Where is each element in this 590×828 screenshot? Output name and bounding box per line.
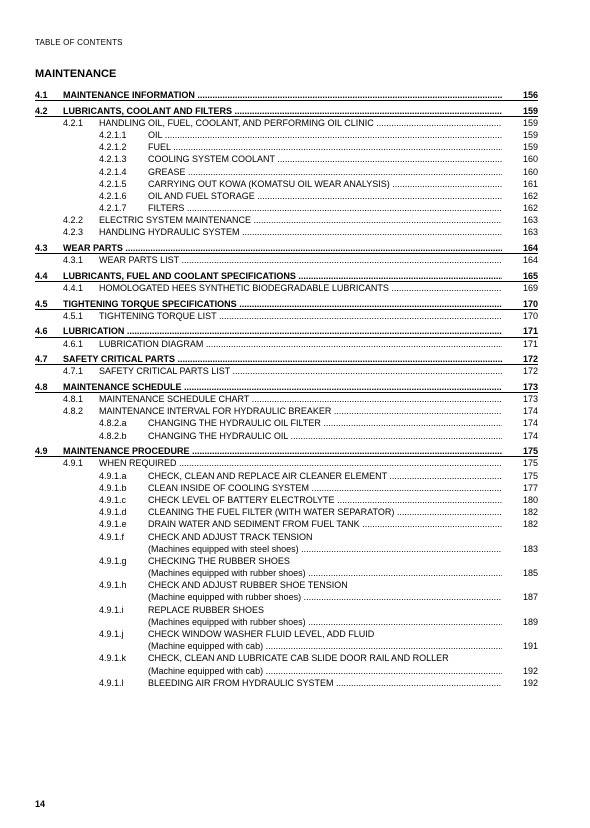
toc-entry-number: 4.8.2 xyxy=(63,406,84,417)
toc-entry-page: 174 xyxy=(522,418,538,429)
toc-entry[interactable] xyxy=(35,457,538,469)
toc-entry-title: OIL ..... xyxy=(148,129,502,141)
toc-entry[interactable] xyxy=(35,393,538,405)
toc-entry[interactable] xyxy=(35,591,538,603)
toc-entry-page: 173 xyxy=(522,394,538,405)
toc-entry-page: 165 xyxy=(522,270,538,281)
toc-entry-page: 192 xyxy=(522,677,538,688)
toc-entry-number: 4.9.1.j xyxy=(99,629,124,639)
toc-entry-number: 4.9.1.a xyxy=(99,470,127,481)
toc-entry-title: (Machine equipped with cab) ..... xyxy=(148,665,502,677)
toc-entry[interactable] xyxy=(35,567,538,579)
toc-entry-page: 159 xyxy=(522,117,538,128)
toc-entry-title: SAFETY CRITICAL PARTS LIST ..... xyxy=(99,365,502,377)
toc-entry-title: LUBRICANTS, FUEL AND COOLANT SPECIFICATIONS ..... xyxy=(63,270,502,282)
toc-entry-number: 4.5.1 xyxy=(63,310,84,321)
toc-entry-page: 182 xyxy=(522,507,538,518)
toc-entry-number: 4.2 xyxy=(35,105,48,116)
toc-entry-title: FILTERS ..... xyxy=(148,202,502,214)
toc-entry[interactable] xyxy=(35,202,538,214)
section-title: MAINTENANCE xyxy=(35,68,117,80)
toc-entry[interactable] xyxy=(35,178,538,190)
toc-entry-page: 191 xyxy=(522,641,538,652)
toc-entry[interactable] xyxy=(35,129,538,141)
toc-entry[interactable] xyxy=(35,579,538,591)
toc-entry[interactable] xyxy=(35,338,538,350)
toc-entry-page: 185 xyxy=(522,568,538,579)
toc-entry-number: 4.8.2.b xyxy=(99,430,127,441)
toc-entry-title: BLEEDING AIR FROM HYDRAULIC SYSTEM ..... xyxy=(148,677,502,689)
toc-entry[interactable] xyxy=(35,665,538,677)
section-divider xyxy=(35,100,538,101)
toc-entry-page: 156 xyxy=(522,90,538,100)
toc-entry-number: 4.9.1.g xyxy=(99,555,127,566)
toc-entry-title: LUBRICANTS, COOLANT AND FILTERS ..... xyxy=(63,105,502,117)
toc-entry[interactable] xyxy=(35,430,538,442)
toc-entry-title: CHANGING THE HYDRAULIC OIL FILTER ..... xyxy=(148,417,502,429)
toc-entry[interactable] xyxy=(35,417,538,429)
toc-entry-page: 162 xyxy=(522,203,538,214)
toc-entry-number: 4.2.1.4 xyxy=(99,166,127,177)
toc-entry[interactable] xyxy=(35,226,538,238)
toc-entry-page: 173 xyxy=(522,381,538,392)
toc-entry-page: 174 xyxy=(522,406,538,417)
toc-entry-page: 175 xyxy=(522,446,538,457)
toc-entry-title: CHECK WINDOW WASHER FLUID LEVEL, ADD FLUID xyxy=(148,629,375,639)
toc-entry-page: 163 xyxy=(522,227,538,238)
toc-entry-page: 172 xyxy=(522,366,538,377)
toc-entry-page: 159 xyxy=(522,142,538,153)
toc-entry-page: 159 xyxy=(522,129,538,140)
toc-entry[interactable] xyxy=(35,531,538,543)
toc-entry[interactable] xyxy=(35,405,538,417)
toc-entry-page: 189 xyxy=(522,616,538,627)
toc-entry-title: CHANGING THE HYDRAULIC OIL ..... xyxy=(148,430,502,442)
toc-entry-number: 4.9.1.b xyxy=(99,482,127,493)
toc-entry-title: DRAIN WATER AND SEDIMENT FROM FUEL TANK ..... xyxy=(148,518,502,530)
toc-entry-number: 4.2.2 xyxy=(63,215,84,226)
toc-entry[interactable] xyxy=(35,494,538,506)
toc-entry-number: 4.9.1.i xyxy=(99,604,124,615)
toc-entry-page: 182 xyxy=(522,519,538,530)
toc-entry-page: 170 xyxy=(522,310,538,321)
toc-entry-number: 4.8.2.a xyxy=(99,418,127,429)
toc-entry[interactable] xyxy=(35,482,538,494)
page-number: 14 xyxy=(35,799,46,809)
toc-entry-page: 183 xyxy=(522,543,538,554)
toc-entry-title: HANDLING HYDRAULIC SYSTEM ..... xyxy=(99,226,502,238)
toc-entry-title: TIGHTENING TORQUE SPECIFICATIONS ..... xyxy=(63,298,502,310)
toc-entry-number: 4.8 xyxy=(35,381,48,392)
toc-entry-number: 4.7.1 xyxy=(63,366,84,377)
toc-entry-number: 4.9.1 xyxy=(63,458,84,469)
toc-entry-title: OIL AND FUEL STORAGE ..... xyxy=(148,190,502,202)
toc-entry-title: ELECTRIC SYSTEM MAINTENANCE ..... xyxy=(99,214,502,226)
toc-entry-title: WEAR PARTS ..... xyxy=(63,242,502,254)
toc-entry-number: 4.4 xyxy=(35,270,48,281)
toc-entry-number: 4.6.1 xyxy=(63,338,84,349)
toc-entry[interactable] xyxy=(35,117,538,129)
toc-entry-page: 169 xyxy=(522,282,538,293)
toc-entry-page: 170 xyxy=(522,298,538,309)
toc-entry-number: 4.9.1.l xyxy=(99,677,124,688)
toc-entry[interactable] xyxy=(35,153,538,165)
toc-entry[interactable] xyxy=(35,310,538,322)
toc-entry-number: 4.2.1.7 xyxy=(99,203,127,214)
toc-entry[interactable] xyxy=(35,166,538,178)
toc-entry-title: HOMOLOGATED HEES SYNTHETIC BIODEGRADABLE LUBRICANTS ..... xyxy=(99,282,502,294)
toc-entry-page: 187 xyxy=(522,592,538,603)
toc-entry-title: LUBRICATION DIAGRAM ..... xyxy=(99,338,502,350)
toc-entry-page: 164 xyxy=(522,243,538,254)
toc-entry-page: 163 xyxy=(522,215,538,226)
toc-entry-title: (Machine equipped with cab) ..... xyxy=(148,640,502,652)
toc-entry[interactable] xyxy=(35,555,538,567)
toc-entry-number: 4.8.1 xyxy=(63,394,84,405)
toc-entry-page: 171 xyxy=(522,326,538,337)
toc-entry[interactable] xyxy=(35,506,538,518)
table-of-contents xyxy=(35,89,538,689)
toc-entry[interactable] xyxy=(35,616,538,628)
toc-entry-number: 4.2.3 xyxy=(63,227,84,238)
toc-entry-number: 4.9.1.k xyxy=(99,653,127,664)
toc-entry-title: MAINTENANCE INFORMATION ..... xyxy=(63,89,502,101)
toc-entry-page: 175 xyxy=(522,470,538,481)
toc-entry-title: MAINTENANCE SCHEDULE ..... xyxy=(63,381,502,393)
toc-entry-title: WEAR PARTS LIST ..... xyxy=(99,254,502,266)
toc-entry-title: MAINTENANCE INTERVAL FOR HYDRAULIC BREAKER ..... xyxy=(99,405,502,417)
toc-entry[interactable] xyxy=(35,640,538,652)
toc-entry-title: CLEANING THE FUEL FILTER (WITH WATER SEPARATOR) ..... xyxy=(148,506,502,518)
toc-entry-page: 159 xyxy=(522,105,538,116)
toc-entry-page: 160 xyxy=(522,154,538,165)
toc-entry-number: 4.9 xyxy=(35,446,48,457)
toc-entry-title: MAINTENANCE PROCEDURE ..... xyxy=(63,445,502,457)
toc-entry-page: 164 xyxy=(522,255,538,266)
toc-entry-title: CHECKING THE RUBBER SHOES xyxy=(148,555,290,566)
toc-entry-title: TIGHTENING TORQUE LIST ..... xyxy=(99,310,502,322)
toc-entry[interactable] xyxy=(35,652,538,664)
toc-entry-number: 4.9.1.h xyxy=(99,580,127,591)
toc-entry[interactable] xyxy=(35,518,538,530)
toc-entry[interactable] xyxy=(35,604,538,616)
toc-entry[interactable] xyxy=(35,470,538,482)
toc-entry-title: CLEAN INSIDE OF COOLING SYSTEM ..... xyxy=(148,482,502,494)
toc-entry-title: CHECK AND ADJUST RUBBER SHOE TENSION xyxy=(148,580,348,591)
toc-entry[interactable] xyxy=(35,543,538,555)
toc-entry[interactable] xyxy=(35,214,538,226)
toc-entry[interactable] xyxy=(35,190,538,202)
toc-entry-title: LUBRICATION ..... xyxy=(63,325,502,337)
toc-entry-title: FUEL ..... xyxy=(148,141,502,153)
toc-entry-number: 4.2.1.2 xyxy=(99,142,127,153)
toc-entry-number: 4.5 xyxy=(35,298,48,309)
toc-entry-page: 174 xyxy=(522,430,538,441)
toc-entry-number: 4.2.1.1 xyxy=(99,129,127,140)
toc-entry-number: 4.3 xyxy=(35,243,48,254)
toc-entry-title: CHECK AND ADJUST TRACK TENSION xyxy=(148,531,313,542)
toc-entry-number: 4.9.1.f xyxy=(99,531,125,542)
toc-entry-number: 4.2.1.3 xyxy=(99,154,127,165)
toc-entry-title: CHECK LEVEL OF BATTERY ELECTROLYTE ..... xyxy=(148,494,502,506)
toc-entry-page: 177 xyxy=(522,482,538,493)
toc-entry-title: (Machine equipped with rubber shoes) ..... xyxy=(148,591,502,603)
toc-entry-title: SAFETY CRITICAL PARTS ..... xyxy=(63,353,502,365)
toc-entry-page: 192 xyxy=(522,665,538,676)
toc-entry[interactable] xyxy=(35,365,538,377)
toc-entry-title: WHEN REQUIRED ..... xyxy=(99,457,502,469)
toc-entry-title: CHECK, CLEAN AND REPLACE AIR CLEANER ELEMENT ..... xyxy=(148,470,502,482)
toc-entry[interactable] xyxy=(35,628,538,640)
toc-entry-number: 4.1 xyxy=(35,90,48,100)
toc-entry-page: 162 xyxy=(522,190,538,201)
toc-entry-number: 4.4.1 xyxy=(63,282,84,293)
toc-entry[interactable] xyxy=(35,141,538,153)
toc-entry[interactable] xyxy=(35,254,538,266)
toc-entry-page: 175 xyxy=(522,458,538,469)
toc-entry-title: CHECK, CLEAN AND LUBRICATE CAB SLIDE DOOR RAIL AND ROLLER xyxy=(148,653,449,664)
toc-entry-number: 4.3.1 xyxy=(63,255,84,266)
toc-entry[interactable] xyxy=(35,282,538,294)
toc-entry[interactable] xyxy=(35,677,538,689)
toc-entry-number: 4.7 xyxy=(35,354,48,365)
toc-entry-title: GREASE ..... xyxy=(148,166,502,178)
toc-entry-title: HANDLING OIL, FUEL, COOLANT, AND PERFORMING OIL CLINIC ..... xyxy=(99,117,502,129)
toc-entry-title: (Machines equipped with steel shoes) ..... xyxy=(148,543,502,555)
toc-entry-title: (Machines equipped with rubber shoes) ..... xyxy=(148,567,502,579)
page-header: TABLE OF CONTENTS xyxy=(35,38,123,47)
toc-entry-number: 4.9.1.e xyxy=(99,519,127,530)
toc-entry-title: REPLACE RUBBER SHOES xyxy=(148,604,265,615)
toc-entry-number: 4.2.1.6 xyxy=(99,190,127,201)
toc-entry-number: 4.6 xyxy=(35,326,48,337)
toc-entry-page: 172 xyxy=(522,354,538,365)
toc-entry-page: 161 xyxy=(522,178,538,189)
toc-entry-number: 4.9.1.c xyxy=(99,494,127,505)
toc-entry-number: 4.9.1.d xyxy=(99,507,127,518)
toc-entry-page: 171 xyxy=(522,338,538,349)
toc-entry-number: 4.2.1.5 xyxy=(99,178,127,189)
toc-entry-title: MAINTENANCE SCHEDULE CHART ..... xyxy=(99,393,502,405)
toc-entry-number: 4.2.1 xyxy=(63,117,84,128)
toc-entry-page: 180 xyxy=(522,494,538,505)
toc-entry-title: CARRYING OUT KOWA (KOMATSU OIL WEAR ANALYSIS) ..... xyxy=(148,178,502,190)
toc-entry-title: (Machines equipped with rubber shoes) ..... xyxy=(148,616,502,628)
toc-entry-page: 160 xyxy=(522,166,538,177)
toc-entry-title: COOLING SYSTEM COOLANT ..... xyxy=(148,153,502,165)
